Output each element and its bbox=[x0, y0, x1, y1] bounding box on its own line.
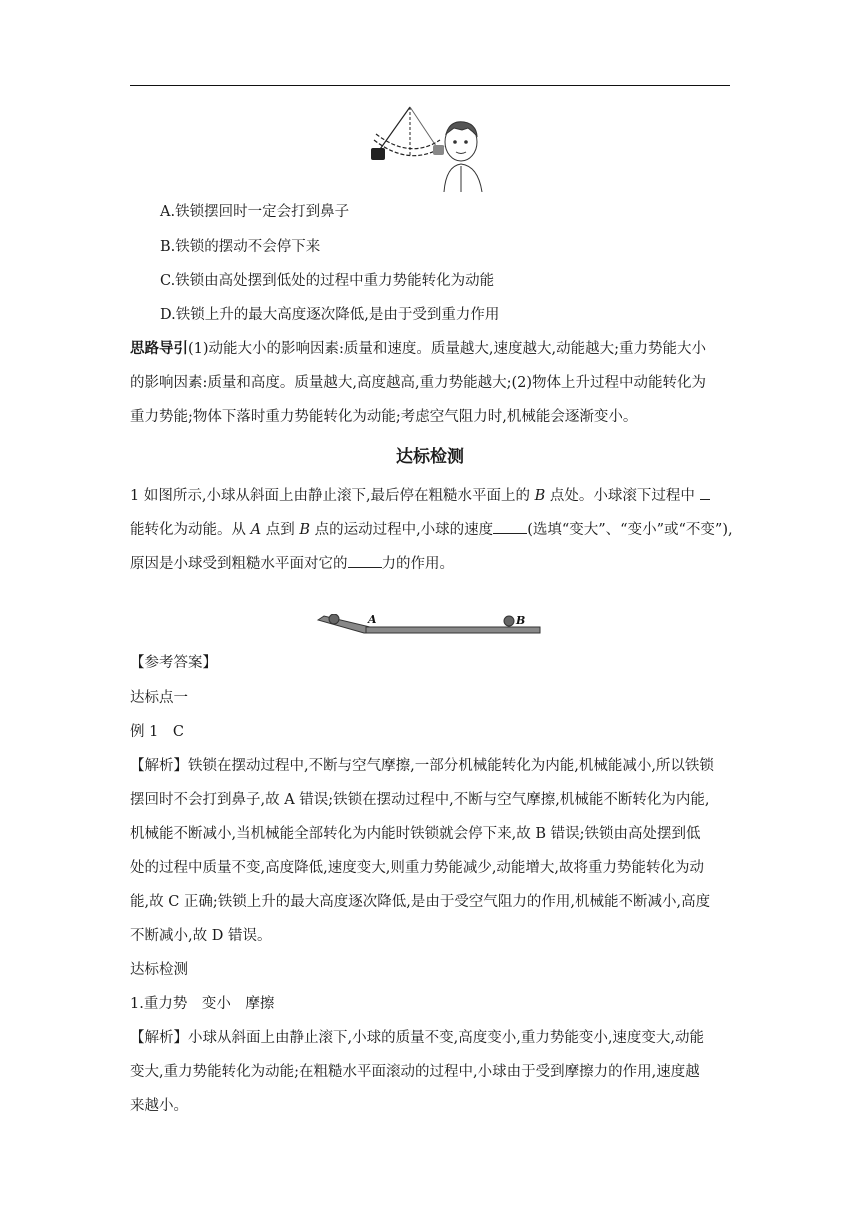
analysis2-line-3: 来越小。 bbox=[130, 1098, 188, 1114]
exercise-text-2a: 能转化为动能。从 bbox=[130, 522, 251, 538]
exercise-text-2b: 点到 bbox=[261, 522, 300, 538]
exercise-text-2d: (选填“变大”、“变小”或“不变”), bbox=[527, 522, 733, 538]
exercise-text-1a: 1 如图所示,小球从斜面上由静止滚下,最后停在粗糙水平面上的 bbox=[130, 488, 535, 504]
point-a-label: A bbox=[250, 522, 262, 538]
iron-lock-icon bbox=[371, 148, 385, 160]
exercise-line-1 bbox=[130, 485, 730, 506]
exercise-text-3a: 原因是小球受到粗糙水平面对它的 bbox=[130, 556, 348, 572]
guide-line-1 bbox=[130, 339, 730, 359]
answers-answer1: 1.重力势 变小 摩擦 bbox=[130, 996, 275, 1012]
analysis1-line-1: 【解析】铁锁在摆动过程中,不断与空气摩擦,一部分机械能转化为内能,机械能减小,所以铁锁 bbox=[130, 758, 714, 774]
label-b: B bbox=[516, 614, 526, 627]
answers-part1: 达标点一 bbox=[130, 690, 188, 706]
section-heading: 达标检测 bbox=[396, 447, 464, 467]
option-c: C.铁锁由高处摆到低处的过程中重力势能转化为动能 bbox=[160, 273, 495, 289]
header-rule bbox=[130, 85, 730, 86]
analysis1-line-2: 摆回时不会打到鼻子,故 A 错误;铁锁在摆动过程中,不断与空气摩擦,机械能不断转化为内能, bbox=[130, 792, 710, 808]
analysis1-line-5: 能,故 C 正确;铁锁上升的最大高度逐次降低,是由于受空气阻力的作用,机械能不断减小,高度 bbox=[130, 894, 711, 910]
analysis1-line-6: 不断减小,故 D 错误。 bbox=[130, 928, 272, 944]
point-b-label: B bbox=[534, 488, 546, 504]
option-a: A.铁锁摆回时一定会打到鼻子 bbox=[160, 204, 350, 220]
exercise-text-1b: 点处。小球滚下过程中 bbox=[545, 488, 700, 504]
incline-figure bbox=[316, 614, 544, 640]
answers-title: 【参考答案】 bbox=[130, 655, 217, 671]
guide-line-2: 的影响因素:质量和高度。质量越大,高度越高,重力势能越大;(2)物体上升过程中动能转化为 bbox=[130, 375, 707, 391]
iron-lock-ghost-icon bbox=[433, 145, 444, 155]
ball-b-icon bbox=[504, 616, 514, 626]
point-b-label-2: B bbox=[299, 522, 310, 538]
blank-3 bbox=[348, 553, 382, 568]
analysis2-line-2: 变大,重力势能转化为动能;在粗糙水平面滚动的过程中,小球由于受到摩擦力的作用,速度越 bbox=[130, 1064, 700, 1080]
analysis2-line-1: 【解析】小球从斜面上由静止滚下,小球的质量不变,高度变小,重力势能变小,速度变大,动能 bbox=[130, 1030, 705, 1046]
exercise-text-3b: 力的作用。 bbox=[381, 556, 454, 572]
exercise-line-2 bbox=[130, 519, 733, 540]
analysis1-line-4: 处的过程中质量不变,高度降低,速度变大,则重力势能减少,动能增大,故将重力势能转化为动 bbox=[130, 860, 705, 876]
ball-top-icon bbox=[329, 614, 339, 624]
answers-example: 例 1 C bbox=[130, 724, 184, 740]
blank-1 bbox=[700, 485, 710, 500]
guide-text-1: (1)动能大小的影响因素:质量和速度。质量越大,速度越大,动能越大;重力势能大小 bbox=[188, 341, 707, 357]
option-b: B.铁锁的摆动不会停下来 bbox=[160, 239, 321, 255]
label-a: A bbox=[368, 614, 377, 626]
blank-2 bbox=[493, 519, 527, 534]
analysis1-line-3: 机械能不断减小,当机械能全部转化为内能时铁锁就会停下来,故 B 错误;铁锁由高处摆到低 bbox=[130, 826, 701, 842]
slope-surface bbox=[318, 616, 370, 633]
option-d: D.铁锁上升的最大高度逐次降低,是由于受到重力作用 bbox=[160, 307, 500, 323]
boy-icon bbox=[444, 122, 482, 192]
horizontal-surface bbox=[366, 627, 540, 633]
exercise-text-2c: 点的运动过程中,小球的速度 bbox=[309, 522, 494, 538]
guide-label: 思路导引 bbox=[130, 341, 188, 357]
answers-part2: 达标检测 bbox=[130, 962, 188, 978]
guide-line-3: 重力势能;物体下落时重力势能转化为动能;考虑空气阻力时,机械能会逐渐变小。 bbox=[130, 409, 638, 425]
exercise-line-3 bbox=[130, 553, 730, 574]
pendulum-figure bbox=[366, 104, 490, 192]
